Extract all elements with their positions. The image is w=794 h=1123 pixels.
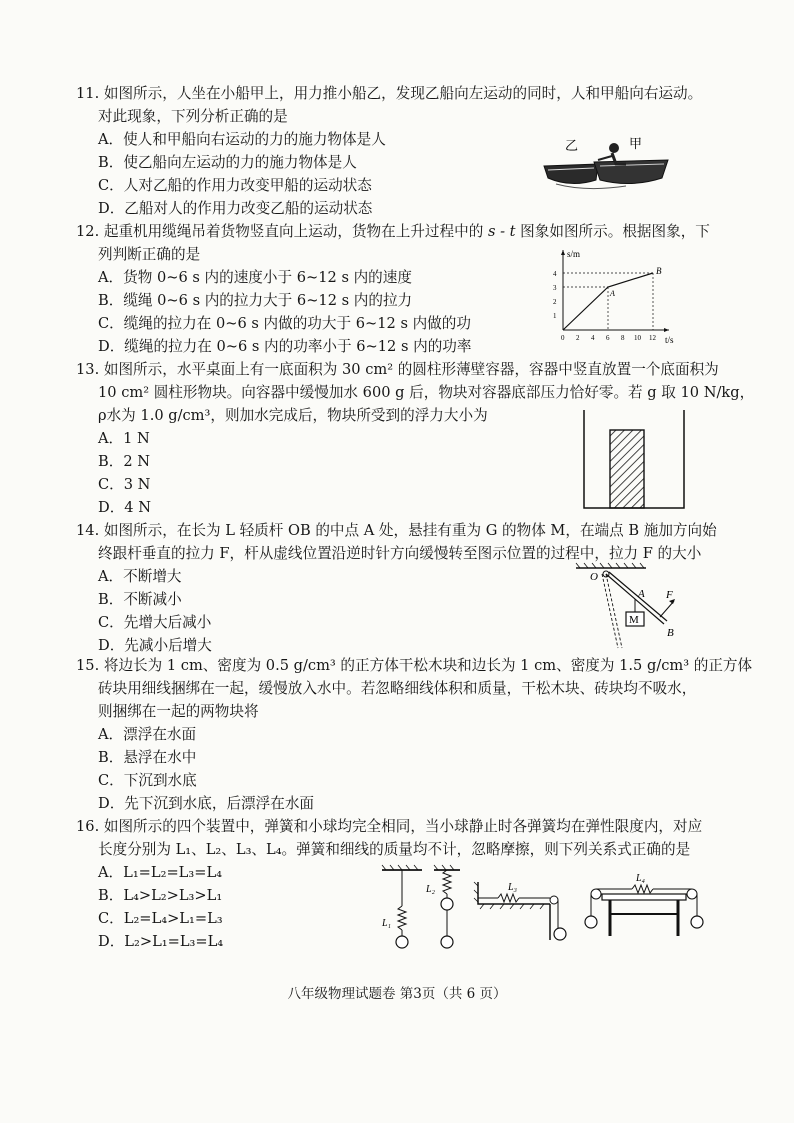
boat-label-jia: 甲 [629,136,643,151]
q12-st-graph [545,246,675,346]
graph-x-tick-2: 2 [576,334,580,342]
spring-label-l1: L₁ [382,918,392,929]
q12-stem-part2: 图象如图所示。根据图象，下 [520,223,710,240]
q14-lever-figure [572,562,682,652]
q12-stem-part1: 12. 起重机用缆绳吊着货物竖直向上运动，货物在上升过程中的 [76,223,484,240]
q11-option-a: A．使人和甲船向右运动的力的施力物体是人 [98,131,386,148]
graph-x-tick-0: 0 [561,334,565,342]
graph-y-tick-1: 1 [553,312,557,320]
q13-stem-line3: ρ水为 1.0 g/cm³，则加水完成后，物块所受到的浮力大小为 [98,407,488,424]
q12-stem-line2: 列判断正确的是 [98,246,201,263]
graph-x-label: t/s [665,335,674,345]
q15-option-a: A．漂浮在水面 [98,726,197,743]
q13-option-c: C．3 N [98,476,151,493]
q11-boat-figure [536,134,676,194]
q15-option-d: D．先下沉到水底，后漂浮在水面 [98,795,315,812]
spring-label-l4: L₄ [636,873,646,884]
q12-option-d: D．缆绳的拉力在 0~6 s 内的功率小于 6~12 s 内的功率 [98,338,472,355]
q16-option-a: A．L₁=L₂=L₃=L₄ [98,864,222,881]
spring-label-l3: L₃ [508,882,518,893]
lever-label-a: A [638,588,645,600]
q12-option-c: C．缆绳的拉力在 0~6 s 内做的功大于 6~12 s 内做的功 [98,315,471,332]
graph-y-tick-2: 2 [553,298,557,306]
q12-option-b: B．缆绳 0~6 s 内的拉力大于 6~12 s 内的拉力 [98,292,413,309]
graph-y-label: s/m [567,249,581,259]
q14-option-c: C．先增大后减小 [98,614,212,631]
boat-label-yi: 乙 [565,138,579,153]
q11-option-b: B．使乙船向左运动的力的施力物体是人 [98,154,357,171]
cylinder-block [610,430,644,508]
q16-spring-figure [374,864,710,956]
page-footer: 八年级物理试题卷 第3页（共 6 页） [287,986,507,1002]
q14-stem-line2: 终跟杆垂直的拉力 F，杆从虚线位置沿逆时针方向缓慢转至图示位置的过程中，拉力 F 的大小 [98,545,702,562]
lever-label-m: M [629,614,639,626]
q15-stem-line1: 15. 将边长为 1 cm、密度为 0.5 g/cm³ 的正方体干松木块和边长为 1 cm、密度为 1.5 g/cm³ 的正方体 [76,657,753,674]
graph-point-b: B [656,266,662,276]
graph-x-tick-10: 10 [634,334,641,342]
q13-option-a: A．1 N [98,430,150,447]
q15-stem-line2: 砖块用细线捆绑在一起，缓慢放入水中。若忽略细线体积和质量，干松木块、砖块均不吸水， [98,680,697,697]
q12-stem-line1 [76,222,710,242]
q12-stem-var: s - t [487,223,516,240]
q16-stem-line1: 16. 如图所示的四个装置中，弹簧和小球均完全相同，当小球静止时各弹簧均在弹性限度内，对应 [76,818,703,835]
q11-option-c: C．人对乙船的作用力改变甲船的运动状态 [98,177,372,194]
graph-point-a: A [610,289,615,298]
lever-label-o: O [590,571,598,583]
q15-option-b: B．悬浮在水中 [98,749,197,766]
graph-x-tick-12: 12 [649,334,656,342]
lever-label-b: B [667,627,674,639]
lever-label-f: F [666,589,673,601]
q15-option-c: C．下沉到水底 [98,772,197,789]
q11-stem-line2: 对此现象，下列分析正确的是 [98,108,288,125]
graph-x-tick-6: 6 [606,334,610,342]
q13-option-d: D．4 N [98,499,151,516]
q11-stem-line1: 11. 如图所示，人坐在小船甲上，用力推小船乙，发现乙船向左运动的同时，人和甲船向右运动。 [76,85,703,102]
q16-stem-line2: 长度分别为 L₁、L₂、L₃、L₄。弹簧和细线的质量均不计，忽略摩擦，则下列关系式正确的是 [98,841,691,858]
q12-option-a: A．货物 0~6 s 内的速度小于 6~12 s 内的速度 [98,269,412,286]
q11-option-d: D．乙船对人的作用力改变乙船的运动状态 [98,200,373,217]
graph-x-tick-8: 8 [621,334,625,342]
graph-y-tick-3: 3 [553,284,557,292]
q16-option-b: B．L₄>L₂>L₃>L₁ [98,887,223,904]
graph-x-tick-4: 4 [591,334,595,342]
q13-stem-line1: 13. 如图所示，水平桌面上有一底面积为 30 cm² 的圆柱形薄壁容器，容器中竖直放置一个底面积为 [76,361,719,378]
spring-label-l2: L₂ [426,884,436,895]
q13-option-b: B．2 N [98,453,151,470]
q16-option-c: C．L₂=L₄>L₁=L₃ [98,910,223,927]
q14-option-a: A．不断增大 [98,568,182,585]
q14-option-b: B．不断减小 [98,591,182,608]
q13-stem-line2: 10 cm² 圆柱形物块。向容器中缓慢加水 600 g 后，物块对容器底部压力恰好零。若 g 取 10 N/kg， [98,384,755,401]
q15-stem-line3: 则捆绑在一起的两物块将 [98,703,259,720]
q14-option-d: D．先减小后增大 [98,637,212,654]
q13-container-figure [578,408,690,512]
q16-option-d: D．L₂>L₁=L₃=L₄ [98,933,224,950]
graph-y-tick-4: 4 [553,270,557,278]
q14-stem-line1: 14. 如图所示，在长为 L 轻质杆 OB 的中点 A 处，悬挂有重为 G 的物体 M，在端点 B 施加方向始 [76,522,717,539]
